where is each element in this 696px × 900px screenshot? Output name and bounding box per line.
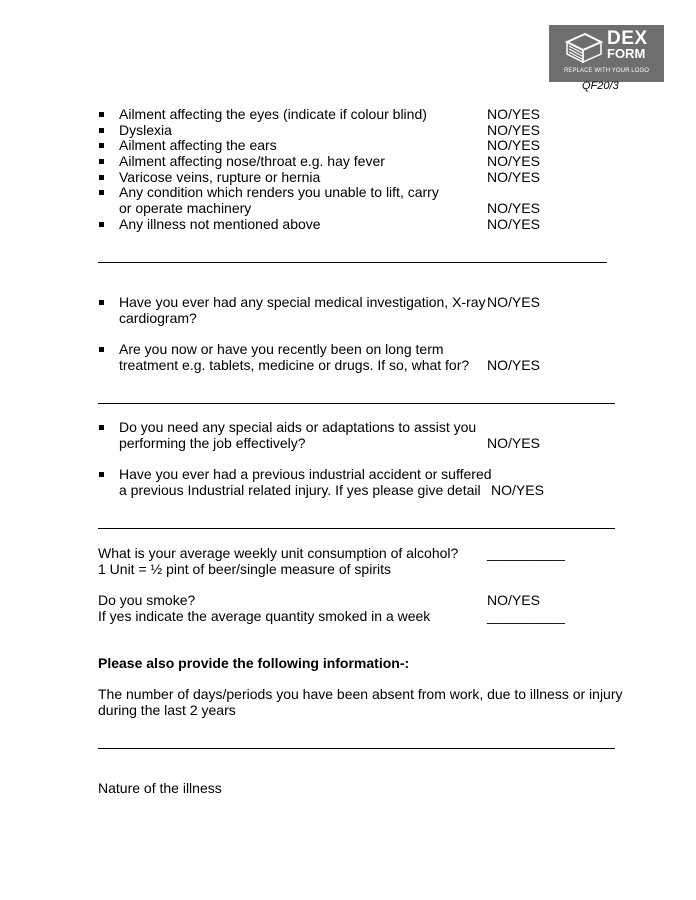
question-aids-line1: Do you need any special aids or adaptations to assist you [119,419,477,435]
answer-line[interactable] [98,262,607,263]
bullet-icon [99,143,104,148]
question-accident-line2: a previous Industrial related injury. If yes please give detail [119,482,481,498]
bullet-icon [99,300,104,305]
question-varicose: Varicose veins, rupture or hernia [119,169,321,185]
question-nose-throat: Ailment affecting nose/throat e.g. hay fever [119,153,385,169]
bullet-icon [99,175,104,180]
answer-dyslexia[interactable]: NO/YES [487,122,540,138]
answer-lift-carry[interactable]: NO/YES [487,200,540,216]
answer-investigation[interactable]: NO/YES [487,294,540,310]
illness-nature-label: Nature of the illness [98,780,222,796]
question-accident-line1: Have you ever had a previous industrial accident or suffered [119,466,492,482]
answer-nose-throat[interactable]: NO/YES [487,153,540,169]
answer-accident[interactable]: NO/YES [491,482,544,498]
bullet-icon [99,159,104,164]
question-dyslexia: Dyslexia [119,122,172,138]
question-lift-carry-line1: Any condition which renders you unable to lift, carry [119,184,439,200]
question-other-illness: Any illness not mentioned above [119,216,321,232]
question-treatment-line1: Are you now or have you recently been on long term [119,341,444,357]
absence-question-line1: The number of days/periods you have been absent from work, due to illness or injury [98,686,623,702]
bullet-icon [99,190,104,195]
question-investigation-line1: Have you ever had any special medical investigation, X-ray [119,294,486,310]
logo-word-dex: DEX [607,28,648,49]
bullet-icon [99,472,104,477]
smoke-quantity-question: If yes indicate the average quantity smoked in a week [98,608,431,624]
answer-line[interactable] [98,403,615,404]
question-eyes: Ailment affecting the eyes (indicate if colour blind) [119,106,427,122]
answer-other-illness[interactable]: NO/YES [487,216,540,232]
logo-tagline: REPLACE WITH YOUR LOGO [563,68,650,74]
question-ears: Ailment affecting the ears [119,137,277,153]
answer-smoke[interactable]: NO/YES [487,592,540,608]
bullet-icon [99,222,104,227]
answer-varicose[interactable]: NO/YES [487,169,540,185]
form-code: QF20/3 [582,80,619,92]
smoke-question: Do you smoke? [98,592,196,608]
answer-treatment[interactable]: NO/YES [487,357,540,373]
bullet-icon [99,128,104,133]
absence-question-line2: during the last 2 years [98,702,236,718]
answer-line[interactable] [98,528,615,529]
question-aids-line2: performing the job effectively? [119,435,306,451]
answer-eyes[interactable]: NO/YES [487,106,540,122]
question-lift-carry-line2: or operate machinery [119,200,252,216]
answer-aids[interactable]: NO/YES [487,435,540,451]
question-investigation-line2: cardiogram? [119,310,197,326]
bullet-icon [99,347,104,352]
form-stack-icon [563,30,603,66]
logo-word-form: FORM [607,46,646,61]
bullet-icon [99,112,104,117]
absence-answer-line[interactable] [98,748,615,749]
alcohol-unit-note: 1 Unit = ½ pint of beer/single measure of spirits [98,561,391,577]
bullet-icon [99,425,104,430]
section-heading: Please also provide the following information-: [98,655,410,671]
answer-ears[interactable]: NO/YES [487,137,540,153]
question-treatment-line2: treatment e.g. tablets, medicine or drugs. If so, what for? [119,357,470,373]
alcohol-units-blank[interactable]: __________ [487,545,565,561]
alcohol-question: What is your average weekly unit consumption of alcohol? [98,545,459,561]
company-logo [549,25,664,82]
smoke-quantity-blank[interactable]: __________ [487,608,565,624]
